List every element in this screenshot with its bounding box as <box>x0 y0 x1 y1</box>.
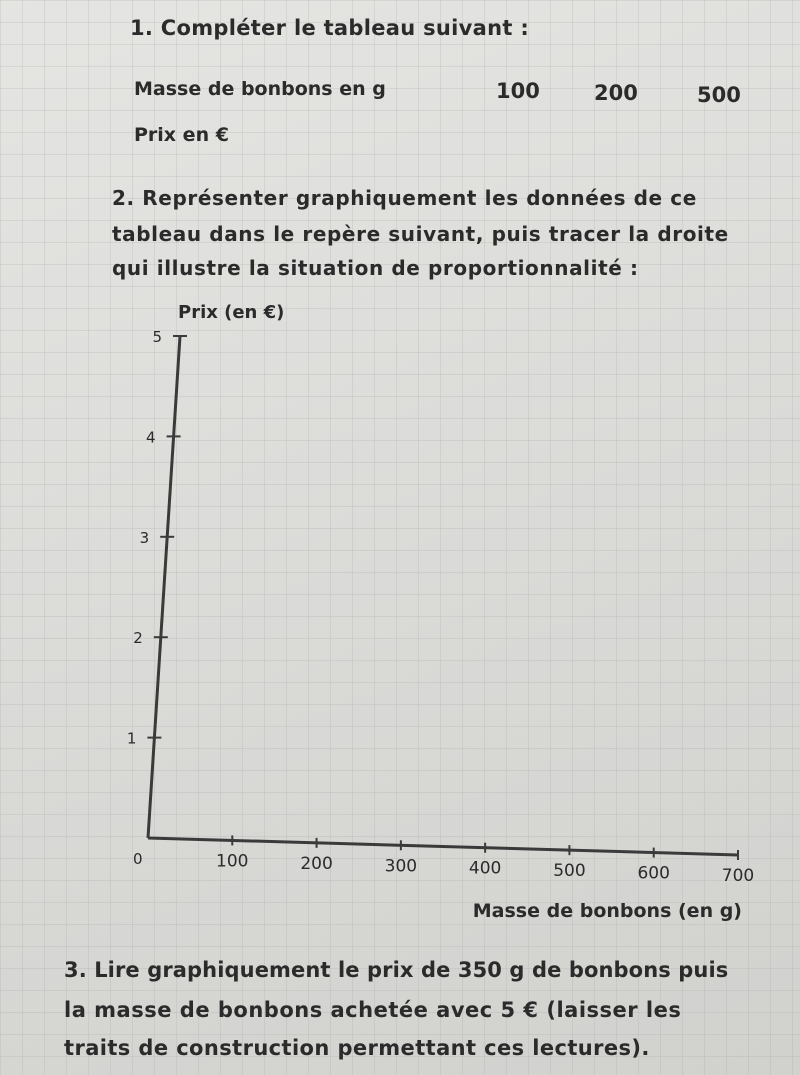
y-tick-label-5: 5 <box>152 328 162 346</box>
y-tick-label-3: 3 <box>139 528 150 547</box>
table-cell-mass-100: 100 <box>496 79 540 103</box>
question-3-line-3: traits de construction permettant ces lectures). <box>64 1036 650 1060</box>
x-tick-label-100: 100 <box>216 851 249 872</box>
coordinate-graph <box>0 290 800 930</box>
x-tick-label-600: 600 <box>637 863 670 884</box>
table-row-label-mass: Masse de bonbons en g <box>134 78 386 100</box>
table-cell-mass-500: 500 <box>697 83 741 107</box>
question-3-line-2: la masse de bonbons achetée avec 5 € (laisser les <box>64 998 682 1022</box>
y-tick-label-2: 2 <box>133 629 143 648</box>
x-axis-label: Masse de bonbons (en g) <box>472 900 742 922</box>
origin-label: 0 <box>133 850 143 868</box>
x-tick-label-400: 400 <box>468 858 502 879</box>
question-1-title: 1. Compléter le tableau suivant : <box>130 16 530 40</box>
question-3-line-1: 3. Lire graphiquement le prix de 350 g de bonbons puis <box>64 958 729 982</box>
x-tick-label-200: 200 <box>300 853 333 874</box>
y-tick-label-4: 4 <box>146 428 156 447</box>
y-tick-label-1: 1 <box>126 729 137 748</box>
question-2-line-2: tableau dans le repère suivant, puis tracer la droite <box>112 222 729 246</box>
y-axis <box>148 336 180 838</box>
question-2-line-1: 2. Représenter graphiquement les données de ce <box>112 186 697 210</box>
y-axis-label: Prix (en €) <box>178 302 285 323</box>
x-tick-label-500: 500 <box>553 861 586 882</box>
x-tick-label-700: 700 <box>721 866 755 886</box>
x-tick-label-300: 300 <box>384 856 418 877</box>
table-cell-mass-200: 200 <box>594 81 638 105</box>
table-row-label-price: Prix en € <box>134 124 229 146</box>
question-2-line-3: qui illustre la situation de proportionnalité : <box>112 256 639 280</box>
